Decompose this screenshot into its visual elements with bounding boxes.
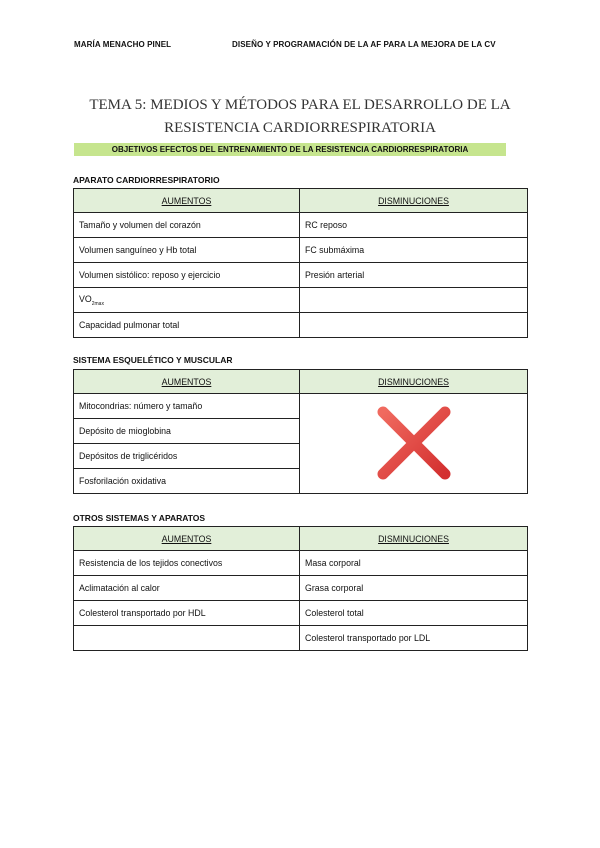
decrease-cell-none [300, 394, 528, 494]
table-row [74, 394, 528, 419]
increase-cell: Fosforilación oxidativa [74, 469, 300, 494]
title-line-2: RESISTENCIA CARDIORRESPIRATORIA [164, 120, 436, 136]
increase-cell: Depósito de mioglobina [74, 419, 300, 444]
vo2max-subscript: 2max [91, 300, 104, 307]
vo2max-label: VO [79, 293, 92, 304]
increase-cell: Volumen sistólico: reposo y ejercicio [74, 263, 300, 288]
column-header-decreases: DISMINUCIONES [300, 370, 528, 394]
table-row [74, 213, 528, 238]
column-header-increases: AUMENTOS [74, 527, 300, 551]
increase-cell: Tamaño y volumen del corazón [74, 213, 300, 238]
increase-cell: Mitocondrias: número y tamaño [74, 394, 300, 419]
increase-cell: Colesterol transportado por HDL [74, 601, 300, 626]
table-header-row [74, 527, 528, 551]
increase-cell [74, 626, 300, 651]
decrease-cell [300, 288, 528, 313]
decrease-cell: Colesterol total [300, 601, 528, 626]
header-author: MARÍA MENACHO PINEL [74, 40, 172, 49]
page-title [60, 94, 540, 140]
increase-cell [74, 288, 300, 313]
column-header-increases: AUMENTOS [74, 370, 300, 394]
objectives-banner: OBJETIVOS EFECTOS DEL ENTRENAMIENTO DE LA RESISTENCIA CARDIORRESPIRATORIA [74, 143, 506, 156]
decrease-cell: Masa corporal [300, 551, 528, 576]
decrease-cell: Presión arterial [300, 263, 528, 288]
decrease-cell: RC reposo [300, 213, 528, 238]
table-row [74, 288, 528, 313]
column-header-increases: AUMENTOS [74, 189, 300, 213]
table-row [74, 551, 528, 576]
section-title-cardio: APARATO CARDIORRESPIRATORIO [73, 175, 220, 185]
table-header-row [74, 370, 528, 394]
table-row [74, 238, 528, 263]
table-row [74, 576, 528, 601]
increase-cell: Resistencia de los tejidos conectivos [74, 551, 300, 576]
column-header-decreases: DISMINUCIONES [300, 189, 528, 213]
increase-cell: Volumen sanguíneo y Hb total [74, 238, 300, 263]
skeletal-table [73, 369, 528, 494]
table-header-row [74, 189, 528, 213]
decrease-cell: Grasa corporal [300, 576, 528, 601]
table-row [74, 626, 528, 651]
decrease-cell: FC submáxima [300, 238, 528, 263]
increase-cell: Capacidad pulmonar total [74, 313, 300, 338]
cardio-table [73, 188, 528, 338]
table-row [74, 601, 528, 626]
table-row [74, 263, 528, 288]
decrease-cell [300, 313, 528, 338]
red-x-icon [369, 398, 459, 488]
header-course: DISEÑO Y PROGRAMACIÓN DE LA AF PARA LA MEJORA DE LA CV [232, 40, 496, 49]
increase-cell: Depósitos de triglicéridos [74, 444, 300, 469]
table-row [74, 313, 528, 338]
decrease-cell: Colesterol transportado por LDL [300, 626, 528, 651]
title-line-1: TEMA 5: MEDIOS Y MÉTODOS PARA EL DESARROLLO DE LA [89, 97, 511, 113]
increase-cell: Aclimatación al calor [74, 576, 300, 601]
column-header-decreases: DISMINUCIONES [300, 527, 528, 551]
other-table [73, 526, 528, 651]
section-title-skeletal: SISTEMA ESQUELÉTICO Y MUSCULAR [73, 355, 233, 365]
section-title-other: OTROS SISTEMAS Y APARATOS [73, 513, 206, 523]
